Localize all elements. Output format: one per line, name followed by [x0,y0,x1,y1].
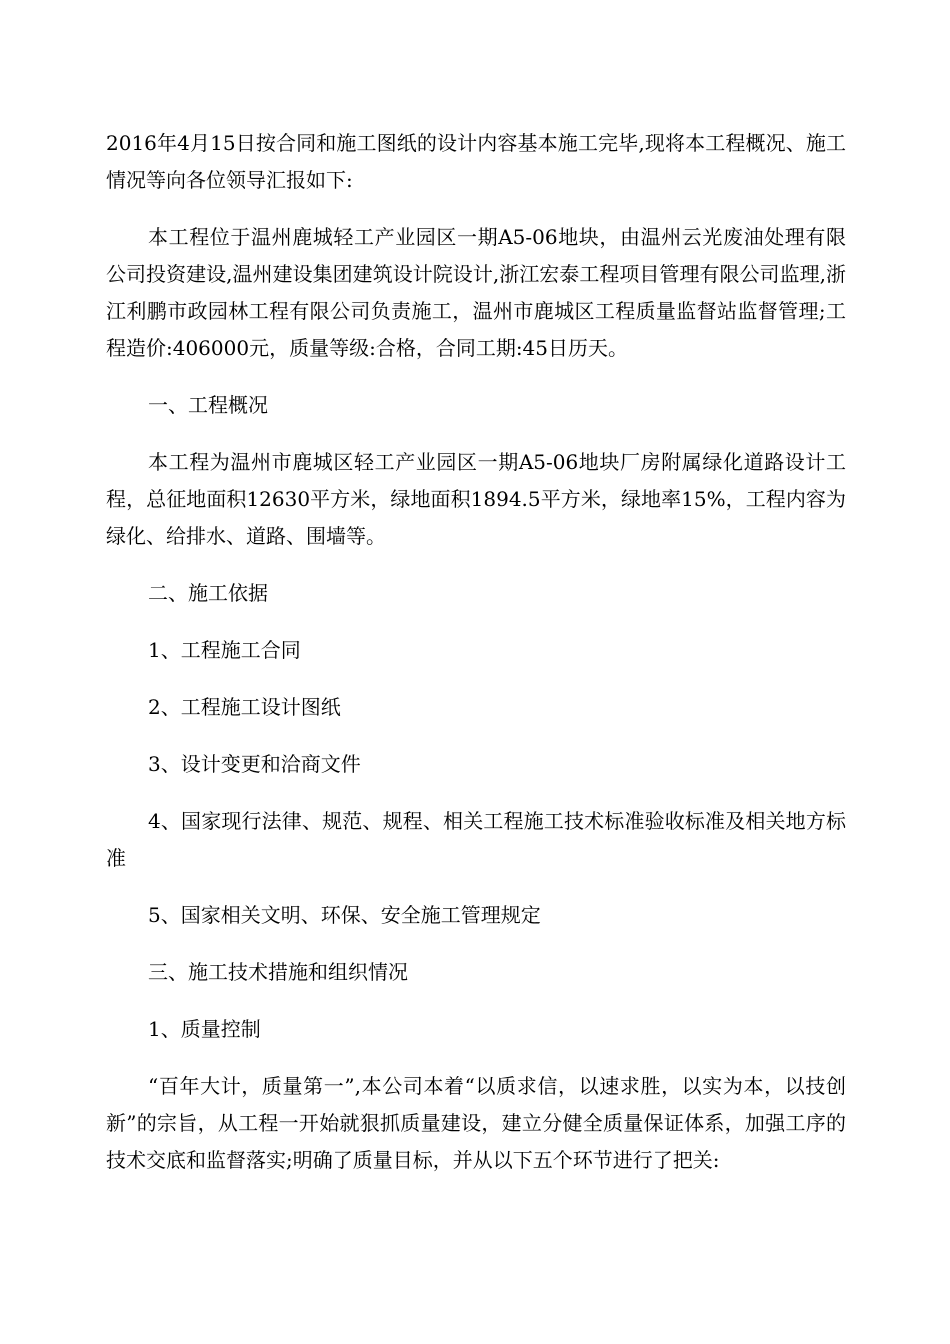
project-info-paragraph: 本工程位于温州鹿城轻工产业园区一期A5-06地块，由温州云光废油处理有限公司投资建设,温州建设集团建筑设计院设计,浙江宏泰工程项目管理有限公司监理,浙江利鹏市政园林工程有限公司负责施工，温州市鹿城区工程质量监督站监督管理;工程造价:406000元，质量等级:合格，合同工期:45日历天。 [106,225,846,360]
basis-item-regulations: 5、国家相关文明、环保、安全施工管理规定 [148,903,541,927]
basis-item-drawings: 2、工程施工设计图纸 [148,695,341,719]
document-body [106,125,846,1199]
subsection-heading-quality: 1、质量控制 [148,1017,261,1041]
quality-paragraph: “百年大计，质量第一”,本公司本着“以质求信，以速求胜，以实为本，以技创新”的宗旨，从工程一开始就狠抓质量建设，建立分健全质量保证体系，加强工序的技术交底和监督落实;明确了质量目标，并从以下五个环节进行了把关: [106,1074,846,1172]
basis-item-standards: 4、国家现行法律、规范、规程、相关工程施工技术标准验收标准及相关地方标准 [106,809,846,870]
overview-paragraph: 本工程为温州市鹿城区轻工产业园区一期A5-06地块厂房附属绿化道路设计工程，总征地面积12630平方米，绿地面积1894.5平方米，绿地率15%，工程内容为绿化、给排水、道路、围墙等。 [106,450,846,548]
intro-paragraph: 2016年4月15日按合同和施工图纸的设计内容基本施工完毕,现将本工程概况、施工情况等向各位领导汇报如下: [106,131,846,192]
section-heading-measures: 三、施工技术措施和组织情况 [148,960,408,984]
basis-item-changes: 3、设计变更和洽商文件 [148,752,361,776]
section-heading-overview: 一、工程概况 [148,393,268,417]
section-heading-basis: 二、施工依据 [148,581,268,605]
basis-item-contract: 1、工程施工合同 [148,638,301,662]
